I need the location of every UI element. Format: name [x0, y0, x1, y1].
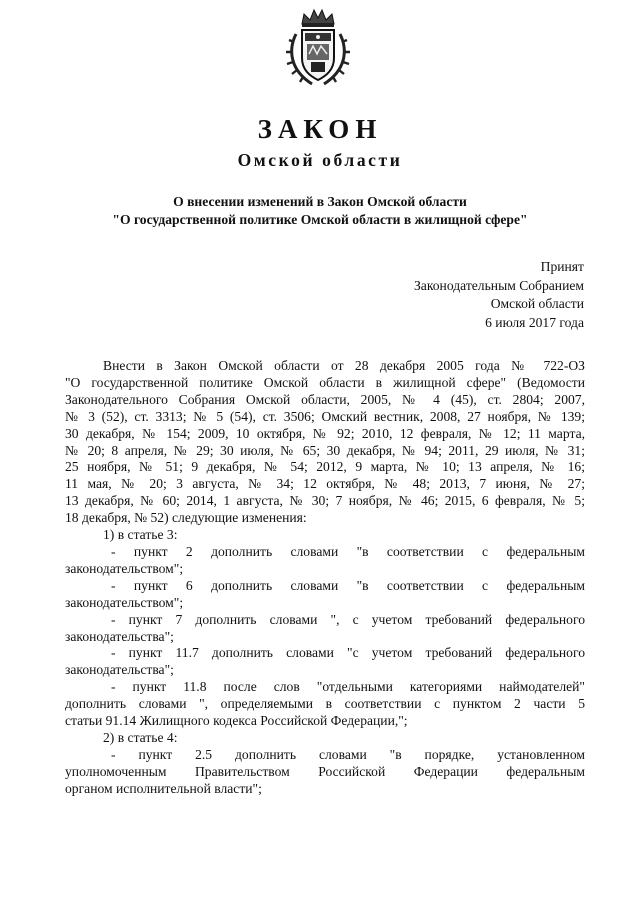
document-title: ЗАКОН	[257, 114, 383, 144]
body-line: "О государственной политике Омской области в жилищной сфере" (Ведомости	[65, 374, 585, 390]
article-3-item-2-cont: законодательством";	[65, 594, 184, 610]
law-heading	[0, 193, 640, 229]
article-4-item-1: - пункт 2.5 дополнить словами "в порядке, установленном	[111, 746, 585, 762]
article-3-item-4: - пункт 11.7 дополнить словами "с учетом требований федерального	[111, 645, 585, 661]
article-3-item-4-cont: законодательства";	[65, 662, 174, 678]
adoption-line-2: Законодательным Собранием	[414, 277, 584, 293]
article-4-item-1-cont: уполномоченным Правительством Российской Федерации федеральным	[65, 763, 585, 779]
document-region: Омской области	[237, 150, 403, 170]
article-3-item-1-cont: законодательством";	[65, 560, 184, 576]
body-line: Внести в Закон Омской области от 28 декабря 2005 года № 722-ОЗ	[103, 358, 585, 373]
article-3-item-1: - пункт 2 дополнить словами "в соответствии с федеральным	[111, 543, 585, 559]
body-line: 25 ноября, № 51; 9 декабря, № 54; 2012, 9 марта, № 10; 13 апреля, № 16;	[65, 459, 585, 475]
article-3-item-3-cont: законодательства";	[65, 628, 174, 644]
article-3-title: 1) в статье 3:	[103, 527, 178, 543]
adoption-line-1: Принят	[540, 259, 584, 274]
body-line: № 3 (52), ст. 3313; № 5 (54), ст. 3506; Омский вестник, 2008, 27 ноября, № 139;	[65, 408, 585, 424]
coat-of-arms-icon	[282, 6, 354, 88]
article-4-title: 2) в статье 4:	[103, 729, 178, 745]
adoption-date: 6 июля 2017 года	[485, 314, 584, 330]
article-3-item-2: - пункт 6 дополнить словами "в соответствии с федеральным	[111, 577, 585, 593]
body-line: 13 декабря, № 60; 2014, 1 августа, № 30; 7 ноября, № 46; 2015, 6 февраля, № 5;	[65, 493, 585, 509]
article-3-item-3: - пункт 7 дополнить словами ", с учетом требований федерального	[111, 611, 585, 627]
adoption-line-3: Омской области	[490, 296, 584, 312]
body-line: Законодательного Собрания Омской области, 2005, № 4 (45), ст. 2804; 2007,	[65, 391, 585, 407]
article-3-item-5-end: статьи 91.14 Жилищного кодекса Российской Федерации,";	[65, 713, 408, 729]
heading-line-2: "О государственной политике Омской области в жилищной сфере"	[112, 212, 528, 227]
adoption-block	[414, 258, 584, 332]
body-line: № 20; 8 апреля, № 29; 30 июля, № 65; 30 декабря, № 94; 2011, 29 июля, № 31;	[65, 442, 585, 458]
article-3-item-5-cont: дополнить словами ", определяемыми в соответствии с пунктом 2 части 5	[65, 696, 585, 712]
body-line: 30 декабря, № 154; 2009, 10 октября, № 92; 2010, 12 февраля, № 12; 11 марта,	[65, 425, 585, 441]
article-4-item-1-end: органом исполнительной власти";	[65, 780, 262, 796]
document-body	[65, 358, 585, 798]
body-line: 11 мая, № 20; 3 августа, № 34; 12 октября, № 48; 2013, 7 июня, № 27;	[65, 476, 585, 492]
article-3-item-5: - пункт 11.8 после слов "отдельными категориями наймодателей"	[111, 679, 585, 695]
body-line: 18 декабря, № 52) следующие изменения:	[65, 510, 307, 526]
heading-line-1: О внесении изменений в Закон Омской области	[173, 194, 467, 209]
